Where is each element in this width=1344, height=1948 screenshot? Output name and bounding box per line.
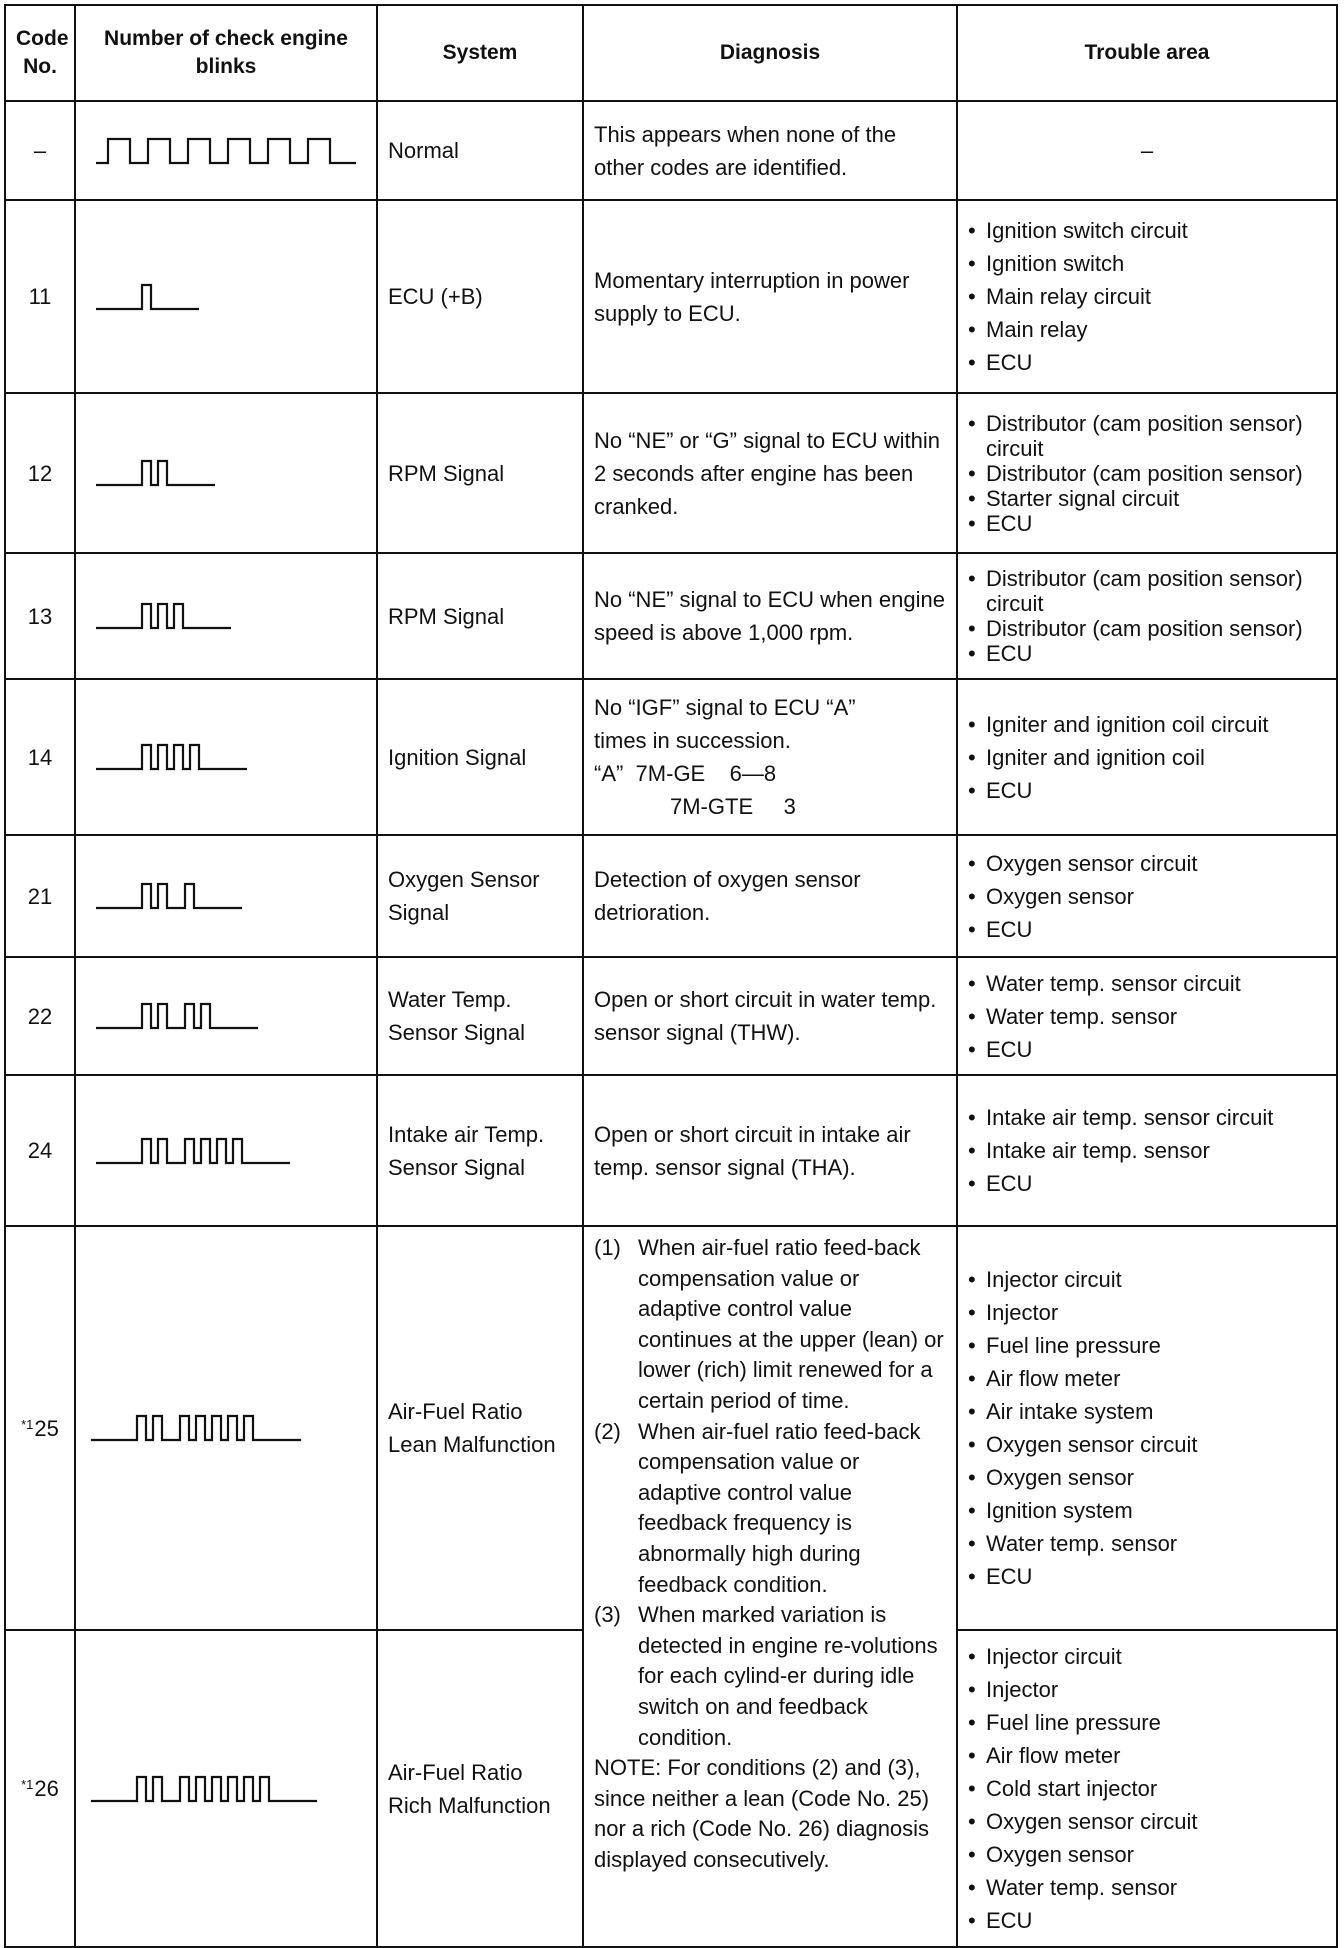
trouble-list: [968, 214, 1326, 379]
system-cell: Air-Fuel Ratio Rich Malfunction: [377, 1630, 583, 1947]
blink-pulse-line: [96, 745, 247, 769]
table-row: [5, 835, 1337, 957]
code-cell: [5, 1226, 75, 1630]
list-item: • Starter signal circuit: [968, 486, 1326, 511]
trouble-list: [968, 967, 1326, 1066]
system-cell: Air-Fuel Ratio Lean Malfunction: [377, 1226, 583, 1630]
trouble-list: [968, 1101, 1326, 1200]
list-item: • Water temp. sensor: [968, 1000, 1326, 1033]
item-number: (1): [594, 1235, 621, 1260]
code-cell: 22: [5, 957, 75, 1075]
blink-waveform: [96, 737, 356, 777]
list-item: • Ignition switch: [968, 247, 1326, 280]
list-item: • Water temp. sensor circuit: [968, 967, 1326, 1000]
list-item: • Intake air temp. sensor circuit: [968, 1101, 1326, 1134]
blink-pattern-cell: [75, 200, 377, 393]
list-item: • Igniter and ignition coil circuit: [968, 708, 1326, 741]
blink-pulse-line: [91, 1416, 301, 1440]
list-item: • ECU: [968, 1904, 1326, 1937]
blink-waveform: [96, 596, 356, 636]
diagnosis-cell: [583, 1226, 957, 1947]
trouble-list: [968, 708, 1326, 807]
item-text: When marked variation is detected in engine re-volutions for each cylind-er during idle switch on and feedback condition.: [638, 1602, 938, 1750]
diagnosis-item: [594, 1600, 946, 1753]
table-row: [5, 1075, 1337, 1226]
code-cell: 12: [5, 393, 75, 553]
list-item: • Distributor (cam position sensor) circuit: [968, 566, 1326, 616]
header-system: System: [377, 5, 583, 101]
trouble-list: [968, 1263, 1326, 1593]
diagnosis-note: NOTE: For conditions (2) and (3), since neither a lean (Code No. 25) nor a rich (Code No. 26) diagnosis displayed consecutively.: [594, 1755, 930, 1872]
header-trouble-area: Trouble area: [957, 5, 1337, 101]
trouble-area-cell: [957, 1226, 1337, 1630]
table-row: [5, 553, 1337, 679]
list-item: • Air flow meter: [968, 1739, 1326, 1772]
system-cell: Oxygen Sensor Signal: [377, 835, 583, 957]
diagnosis-cell: [583, 679, 957, 835]
code-cell: [5, 1630, 75, 1947]
blink-waveform: [91, 1408, 361, 1448]
blink-pulse-line: [96, 285, 199, 309]
footnote-marker: *1: [21, 1416, 34, 1432]
system-cell: Water Temp. Sensor Signal: [377, 957, 583, 1075]
blink-pulse-line: [96, 1004, 258, 1028]
diagnosis-line: 7M-GTE 3: [670, 794, 796, 819]
list-item: • Water temp. sensor: [968, 1527, 1326, 1560]
system-cell: RPM Signal: [377, 393, 583, 553]
blink-pattern-cell: [75, 393, 377, 553]
table-row: [5, 957, 1337, 1075]
list-item: • Fuel line pressure: [968, 1706, 1326, 1739]
code-cell: 24: [5, 1075, 75, 1226]
system-cell: Intake air Temp. Sensor Signal: [377, 1075, 583, 1226]
blink-pulse-line: [96, 884, 242, 908]
list-item: • Air intake system: [968, 1395, 1326, 1428]
blink-pattern-cell: [75, 553, 377, 679]
blink-waveform: [96, 996, 356, 1036]
blink-pattern-cell: [75, 957, 377, 1075]
diagnosis-item: [594, 1417, 946, 1601]
blink-waveform: [96, 277, 356, 317]
diagnosis-item: [594, 1233, 946, 1417]
list-item: • ECU: [968, 511, 1326, 536]
list-item: • Distributor (cam position sensor): [968, 616, 1326, 641]
blink-waveform: [91, 1769, 361, 1809]
table-row: [5, 101, 1337, 200]
blink-waveform: [96, 453, 356, 493]
table-row: [5, 1226, 1337, 1630]
item-text: When air-fuel ratio feed-back compensation value or adaptive control value continues at the upper (lean) or lower (rich) limit renewed for a certain period of time.: [638, 1235, 944, 1413]
blink-pattern-cell: [75, 1226, 377, 1630]
blink-waveform: [96, 131, 356, 171]
trouble-area-cell: –: [957, 101, 1337, 200]
list-item: • Injector: [968, 1673, 1326, 1706]
diagnosis-cell: Detection of oxygen sensor detrioration.: [583, 835, 957, 957]
trouble-area-cell: [957, 679, 1337, 835]
table-header-row: [5, 5, 1337, 101]
trouble-area-cell: [957, 1630, 1337, 1947]
list-item: • Distributor (cam position sensor) circuit: [968, 411, 1326, 461]
blink-pulse-line: [96, 604, 231, 628]
diagnosis-cell: No “NE” signal to ECU when engine speed is above 1,000 rpm.: [583, 553, 957, 679]
table-row: [5, 393, 1337, 553]
list-item: • ECU: [968, 913, 1326, 946]
blink-pattern-cell: [75, 1075, 377, 1226]
list-item: • Cold start injector: [968, 1772, 1326, 1805]
code-number: 26: [34, 1776, 59, 1801]
blink-pulse-line: [96, 139, 356, 163]
list-item: • Main relay: [968, 313, 1326, 346]
blink-pulse-line: [96, 1139, 290, 1163]
diagnosis-cell: This appears when none of the other codes are identified.: [583, 101, 957, 200]
code-cell: 21: [5, 835, 75, 957]
list-item: • ECU: [968, 1167, 1326, 1200]
trouble-list: [968, 847, 1326, 946]
code-cell: 11: [5, 200, 75, 393]
code-cell: 14: [5, 679, 75, 835]
header-blinks: Number of check engine blinks: [75, 5, 377, 101]
blink-waveform: [96, 876, 356, 916]
list-item: • Injector circuit: [968, 1640, 1326, 1673]
list-item: • ECU: [968, 641, 1326, 666]
code-cell: 13: [5, 553, 75, 679]
item-number: (3): [594, 1602, 621, 1628]
list-item: • Igniter and ignition coil: [968, 741, 1326, 774]
list-item: • Oxygen sensor: [968, 880, 1326, 913]
footnote-marker: *1: [21, 1777, 34, 1792]
code-number: 25: [34, 1415, 59, 1441]
list-item: • Injector circuit: [968, 1263, 1326, 1296]
blink-pattern-cell: [75, 1630, 377, 1947]
list-item: • Ignition switch circuit: [968, 214, 1326, 247]
table-row: [5, 200, 1337, 393]
trouble-list: [968, 566, 1326, 666]
trouble-list: [968, 1640, 1326, 1937]
system-cell: RPM Signal: [377, 553, 583, 679]
code-cell: –: [5, 101, 75, 200]
trouble-area-cell: [957, 393, 1337, 553]
diagnosis-line: No “IGF” signal to ECU “A”: [594, 695, 856, 720]
trouble-area-cell: [957, 835, 1337, 957]
diagnostic-code-table: [4, 4, 1338, 1948]
trouble-list: [968, 411, 1326, 536]
trouble-area-cell: [957, 1075, 1337, 1226]
list-item: • Intake air temp. sensor: [968, 1134, 1326, 1167]
list-item: • Injector: [968, 1296, 1326, 1329]
trouble-area-cell: [957, 200, 1337, 393]
blink-pattern-cell: [75, 101, 377, 200]
list-item: • Oxygen sensor circuit: [968, 1805, 1326, 1838]
blink-pattern-cell: [75, 835, 377, 957]
list-item: • ECU: [968, 1560, 1326, 1593]
blink-pulse-line: [91, 1777, 317, 1801]
item-text: When air-fuel ratio feed-back compensation value or adaptive control value feedback frequency is abnormally high during feedback condition.: [638, 1418, 921, 1597]
trouble-area-cell: [957, 553, 1337, 679]
list-item: • Distributor (cam position sensor): [968, 461, 1326, 486]
system-cell: Ignition Signal: [377, 679, 583, 835]
list-item: • Oxygen sensor circuit: [968, 1428, 1326, 1461]
blink-waveform: [96, 1131, 356, 1171]
blink-pattern-cell: [75, 679, 377, 835]
diagnosis-cell: Open or short circuit in intake air temp. sensor signal (THA).: [583, 1075, 957, 1226]
system-cell: Normal: [377, 101, 583, 200]
list-item: • ECU: [968, 346, 1326, 379]
diagnosis-cell: No “NE” or “G” signal to ECU within 2 seconds after engine has been cranked.: [583, 393, 957, 553]
diagnosis-cell: Open or short circuit in water temp. sensor signal (THW).: [583, 957, 957, 1075]
list-item: • Oxygen sensor circuit: [968, 847, 1326, 880]
list-item: • Oxygen sensor: [968, 1461, 1326, 1494]
header-diagnosis: Diagnosis: [583, 5, 957, 101]
list-item: • Fuel line pressure: [968, 1329, 1326, 1362]
blink-pulse-line: [96, 461, 215, 485]
diagnosis-cell: Momentary interruption in power supply to ECU.: [583, 200, 957, 393]
trouble-area-cell: [957, 957, 1337, 1075]
table-row: [5, 679, 1337, 835]
list-item: • Ignition system: [968, 1494, 1326, 1527]
list-item: • Oxygen sensor: [968, 1838, 1326, 1871]
header-code-no: Code No.: [5, 5, 75, 101]
list-item: • ECU: [968, 1033, 1326, 1066]
item-number: (2): [594, 1418, 621, 1444]
system-cell: ECU (+B): [377, 200, 583, 393]
diagnosis-line: times in succession.: [594, 728, 791, 753]
list-item: • Main relay circuit: [968, 280, 1326, 313]
diagnosis-line: “A” 7M-GE 6—8: [594, 761, 777, 786]
list-item: • Air flow meter: [968, 1362, 1326, 1395]
list-item: • ECU: [968, 774, 1326, 807]
list-item: • Water temp. sensor: [968, 1871, 1326, 1904]
